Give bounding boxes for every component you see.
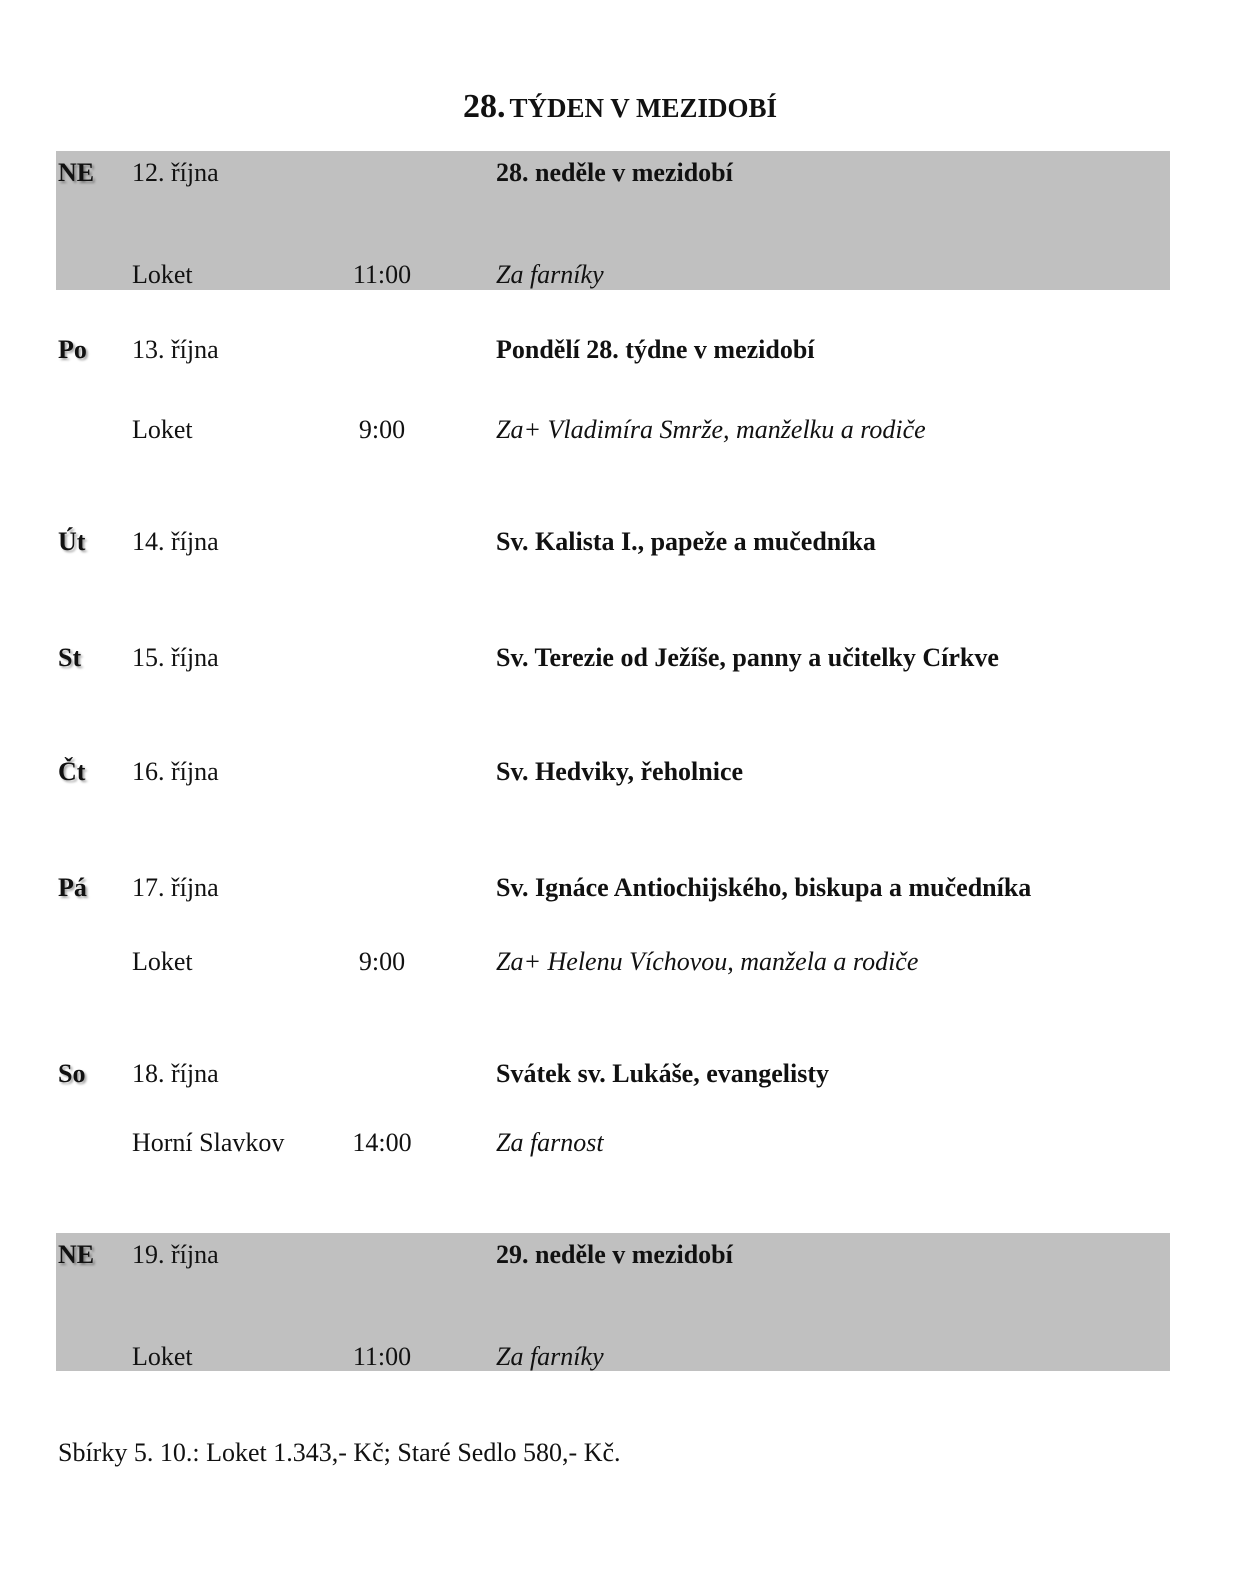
- day-abbrev: NE: [58, 1240, 95, 1269]
- day-abbrev: Pá: [58, 873, 87, 902]
- mass-place: Loket: [132, 1342, 193, 1371]
- day-abbrev: Út: [58, 527, 86, 556]
- mass-place: Loket: [132, 260, 193, 289]
- collections-note: Sbírky 5. 10.: Loket 1.343,- Kč; Staré Sedlo 580,- Kč.: [58, 1438, 621, 1467]
- mass-time: 9:00: [358, 947, 406, 976]
- feast-name: 29. neděle v mezidobí: [496, 1240, 733, 1269]
- mass-intention: Za farnost: [496, 1128, 604, 1157]
- feast-name: Sv. Hedviky, řeholnice: [496, 757, 744, 786]
- mass-time: 14:00: [352, 1128, 412, 1157]
- mass-time: 11:00: [352, 1342, 412, 1371]
- day-abbrev: NE: [58, 158, 95, 187]
- page-title: [0, 88, 1240, 126]
- feast-name: Svátek sv. Lukáše, evangelisty: [496, 1059, 829, 1088]
- mass-place: Loket: [132, 415, 193, 444]
- day-date: 18. října: [132, 1059, 219, 1088]
- day-date: 14. října: [132, 527, 219, 556]
- day-date: 15. října: [132, 643, 219, 672]
- day-abbrev: St: [58, 643, 82, 672]
- title-number: 28.: [462, 88, 506, 125]
- feast-name: Pondělí 28. týdne v mezidobí: [496, 335, 815, 364]
- feast-name: Sv. Kalista I., papeže a mučedníka: [496, 527, 876, 556]
- day-date: 12. října: [132, 158, 219, 187]
- day-date: 19. října: [132, 1240, 219, 1269]
- day-date: 13. října: [132, 335, 219, 364]
- mass-intention: Za+ Vladimíra Smrže, manželku a rodiče: [496, 415, 926, 444]
- day-abbrev: Čt: [58, 757, 86, 786]
- day-date: 16. října: [132, 757, 219, 786]
- mass-time: 11:00: [352, 260, 412, 289]
- mass-intention: Za farníky: [496, 1342, 604, 1371]
- mass-intention: Za farníky: [496, 260, 604, 289]
- feast-name: 28. neděle v mezidobí: [496, 158, 733, 187]
- day-date: 17. října: [132, 873, 219, 902]
- feast-name: Sv. Ignáce Antiochijského, biskupa a mučedníka: [496, 873, 1032, 902]
- mass-intention: Za+ Helenu Víchovou, manžela a rodiče: [496, 947, 919, 976]
- mass-place: Loket: [132, 947, 193, 976]
- mass-time: 9:00: [358, 415, 406, 444]
- mass-place: Horní Slavkov: [132, 1128, 285, 1157]
- day-abbrev: So: [58, 1059, 86, 1088]
- day-abbrev: Po: [58, 335, 87, 364]
- title-text: TÝDEN V MEZIDOBÍ: [509, 93, 778, 123]
- feast-name: Sv. Terezie od Ježíše, panny a učitelky Církve: [496, 643, 999, 672]
